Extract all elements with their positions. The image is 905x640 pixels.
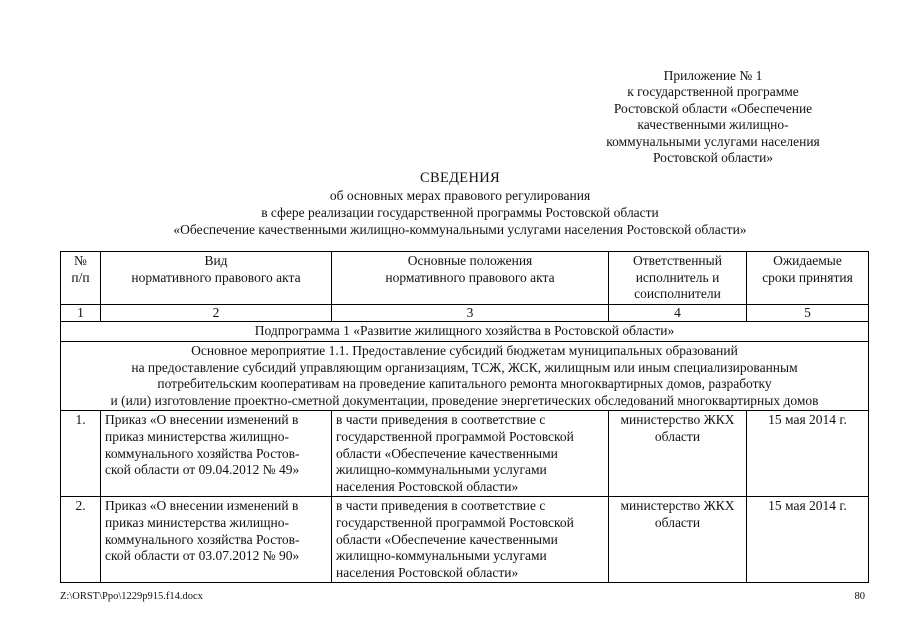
appendix-line: Ростовской области» bbox=[652, 150, 774, 166]
title-line: в сфере реализации государственной программы Ростовской области bbox=[261, 205, 659, 220]
row-date: 15 мая 2014 г. bbox=[747, 497, 869, 583]
table-header-row bbox=[61, 252, 869, 305]
column-number: 2 bbox=[101, 304, 332, 322]
table-row bbox=[61, 497, 869, 583]
row-executor: министерство ЖКХ области bbox=[609, 497, 747, 583]
file-path: Z:\ORST\Ppo\1229p915.f14.docx bbox=[60, 591, 203, 602]
measure-row bbox=[61, 341, 869, 410]
column-number: 4 bbox=[609, 304, 747, 322]
table-row bbox=[61, 411, 869, 497]
header-executor: Ответственный исполнитель и соисполнители bbox=[609, 252, 747, 305]
column-number: 5 bbox=[747, 304, 869, 322]
row-kind: Приказ «О внесении изменений в приказ министерства жилищно- коммунального хозяйства Ростов- ской области от 03.07.2012 № 90» bbox=[101, 497, 332, 583]
column-number: 3 bbox=[332, 304, 609, 322]
header-provisions: Основные положения нормативного правового акта bbox=[332, 252, 609, 305]
title-main: СВЕДЕНИЯ bbox=[420, 170, 500, 186]
title-line: «Обеспечение качественными жилищно-коммунальными услугами населения Ростовской области» bbox=[173, 222, 747, 237]
header-num: № п/п bbox=[61, 252, 101, 305]
appendix-block bbox=[563, 68, 863, 166]
title-line: об основных мерах правового регулирования bbox=[329, 188, 591, 203]
column-number: 1 bbox=[61, 304, 101, 322]
row-num: 1. bbox=[61, 411, 101, 497]
document-title bbox=[60, 170, 860, 238]
row-provisions: в части приведения в соответствие с государственной программой Ростовской области «Обеспечение качественными жилищно-коммунальными услугами населения Ростовской области» bbox=[332, 411, 609, 497]
row-date: 15 мая 2014 г. bbox=[747, 411, 869, 497]
row-kind: Приказ «О внесении изменений в приказ министерства жилищно- коммунального хозяйства Ростов- ской области от 09.04.2012 № 49» bbox=[101, 411, 332, 497]
row-num: 2. bbox=[61, 497, 101, 583]
measure-title: Основное мероприятие 1.1. Предоставление субсидий бюджетам муниципальных образований на предоставление субсидий управляющим организациям, ТСЖ, ЖСК, жилищным или иным специализированным потребительским кооперативам на проведение капитального ремонта многоквартирных домов, разработку и (или) изготовление проектно-сметной документации, проведение энергетических обследований многоквартирных домов bbox=[61, 341, 869, 410]
subprogram-row bbox=[61, 322, 869, 342]
appendix-line: коммунальными услугами населения bbox=[606, 133, 820, 149]
row-provisions: в части приведения в соответствие с государственной программой Ростовской области «Обеспечение качественными жилищно-коммунальными услугами населения Ростовской области» bbox=[332, 497, 609, 583]
regulation-table bbox=[60, 251, 869, 583]
table-number-row bbox=[61, 304, 869, 322]
appendix-line: Ростовской области «Обеспечение bbox=[613, 100, 813, 116]
appendix-line: к государственной программе bbox=[627, 84, 799, 100]
header-kind: Вид нормативного правового акта bbox=[101, 252, 332, 305]
page-number: 80 bbox=[854, 591, 865, 602]
header-date: Ожидаемые сроки принятия bbox=[747, 252, 869, 305]
appendix-line: Приложение № 1 bbox=[663, 68, 763, 83]
subprogram-title: Подпрограмма 1 «Развитие жилищного хозяйства в Ростовской области» bbox=[61, 322, 869, 342]
row-executor: министерство ЖКХ области bbox=[609, 411, 747, 497]
appendix-line: качественными жилищно- bbox=[637, 117, 789, 133]
